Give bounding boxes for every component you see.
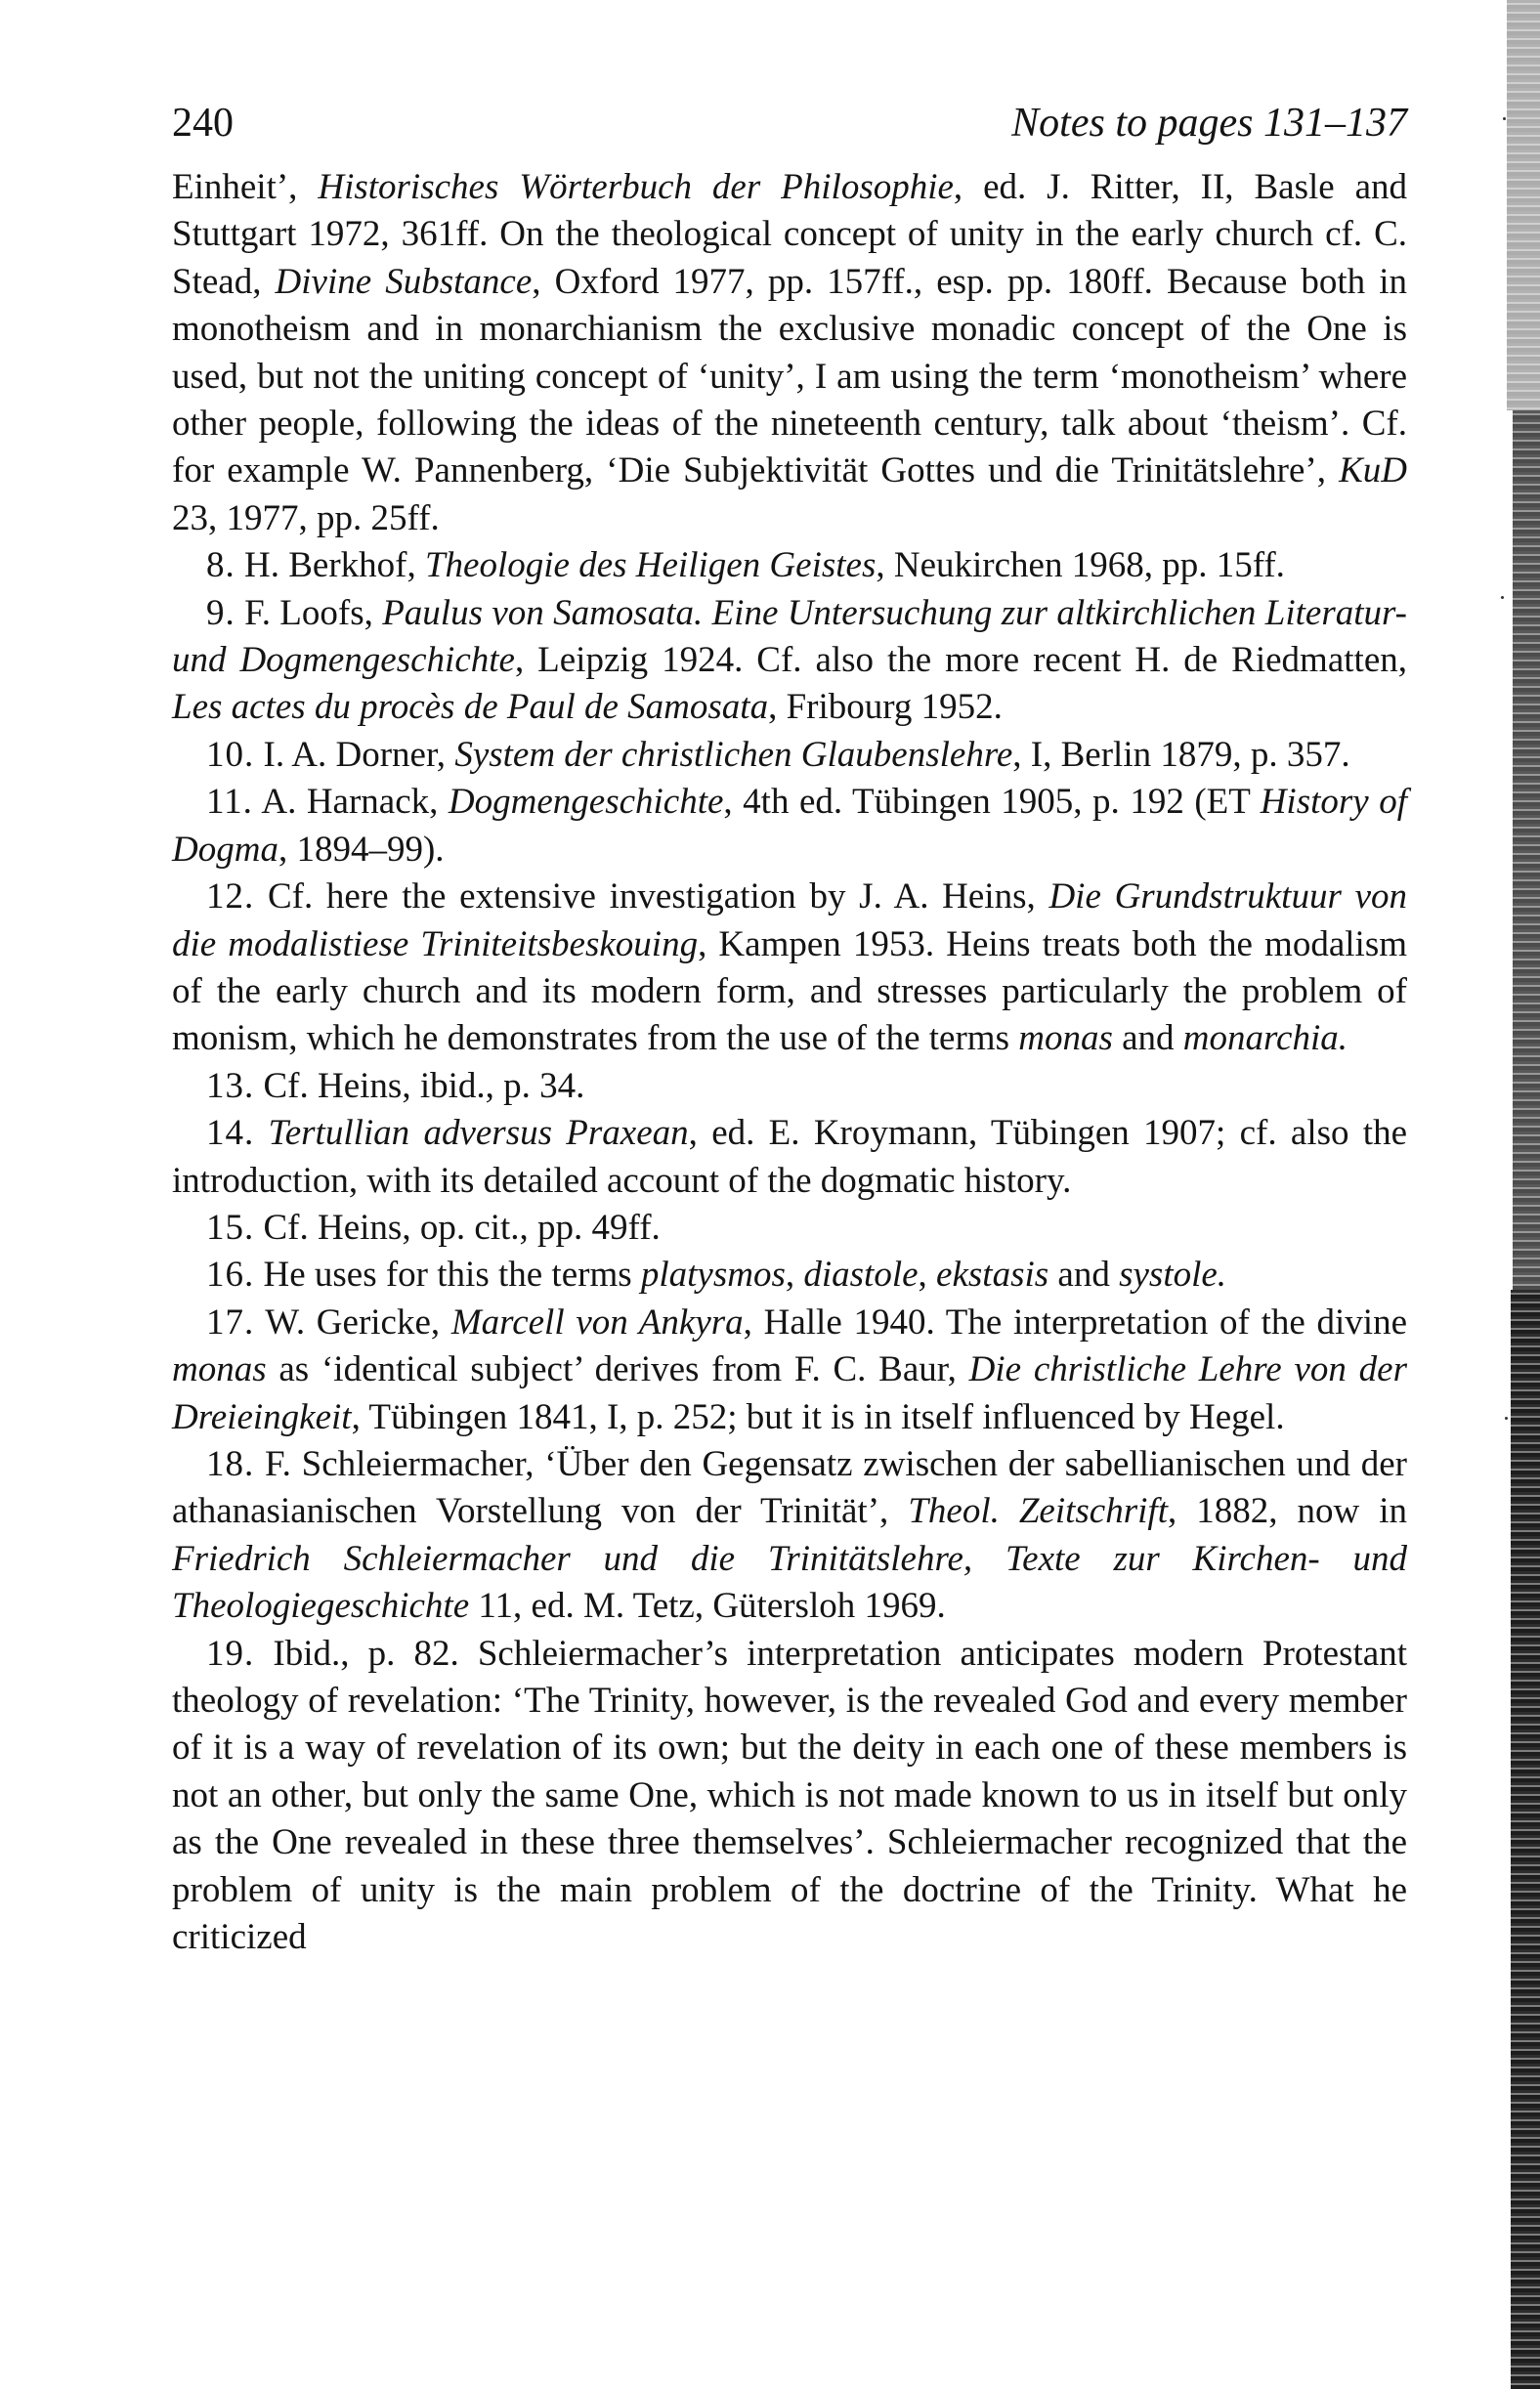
endnotes-text [172,164,1407,1961]
note-7-continued: Einheit’, Historisches Wörterbuch der Philosophie, ed. J. Ritter, II, Basle and Stuttgart 1972, 361ff. On the theological concept of unity in the early church cf. C. Stead, Divine Substance, Oxford 1977, pp. 157ff., esp. pp. 180ff. Because both in monotheism and in monarchianism the exclusive monadic concept of the One is used, but not the uniting concept of ‘unity’, I am using the term ‘monotheism’ where other people, following the ideas of the nineteenth century, talk about ‘theism’. Cf. for example W. Pannenberg, ‘Die Subjektivität Gottes und die Trinitätslehre’, KuD 23, 1977, pp. 25ff. [172,167,1408,538]
note-number: 18. [206,1443,255,1484]
note-number: 13. [206,1065,255,1106]
scan-edge-shadow [1497,0,1540,2389]
note-number: 8. [206,545,235,586]
scan-speck [1505,1417,1508,1420]
scan-speck [1501,596,1504,599]
scan-edge-band [1507,0,1540,410]
note-8: 8. H. Berkhof, Theologie des Heiligen Geistes, Neukirchen 1968, pp. 15ff. [206,545,1285,586]
note-number: 9. [206,592,235,633]
scan-edge-band [1511,1290,1540,2389]
note-14: 14. Tertullian adversus Praxean, ed. E. Kroymann, Tübingen 1907; cf. also the introduction, with its detailed account of the dogmatic history. [172,1113,1407,1201]
scan-edge-band [1513,410,1540,1290]
note-number: 17. [206,1301,255,1343]
note-17: 17. W. Gericke, Marcell von Ankyra, Halle 1940. The interpretation of the divine monas as ‘identical subject’ derives from F. C. Baur, Die christliche Lehre von der Dreieingkeit, Tübingen 1841, I, p. 252; but it is in itself influenced by Hegel. [172,1301,1407,1437]
note-number: 11. [206,782,253,823]
running-header [172,94,1407,152]
page-number: 240 [172,101,234,146]
note-16: 16. He uses for this the terms platysmos, diastole, ekstasis and systole. [206,1255,1227,1296]
note-number: 15. [206,1207,255,1248]
note-number: 19. [206,1633,255,1674]
note-18: 18. F. Schleiermacher, ‘Über den Gegensatz zwischen der sabellianischen und der athanasianischen Vorstellung von der Trinität’, Theol. Zeitschrift, 1882, now in Friedrich Schleiermacher und die Trinitätslehre, Texte zur Kirchen- und Theologiegeschichte 11, ed. M. Tetz, Gütersloh 1969. [172,1443,1408,1627]
note-number: 10. [206,734,255,775]
scan-speck [1503,117,1506,120]
note-13: 13. Cf. Heins, ibid., p. 34. [206,1065,585,1106]
note-11: 11. A. Harnack, Dogmengeschichte, 4th ed. Tübingen 1905, p. 192 (ET History of Dogma, 1894–99). [172,782,1407,870]
note-number: 12. [206,876,255,917]
note-12: 12. Cf. here the extensive investigation by J. A. Heins, Die Grundstruktuur von die modalistiese Triniteitsbeskouing, Kampen 1953. Heins treats both the modalism of the early church and its modern form, and stresses particularly the problem of monism, which he demonstrates from the use of the terms monas and monarchia. [172,876,1407,1059]
note-10: 10. I. A. Dorner, System der christlichen Glaubenslehre, I, Berlin 1879, p. 357. [206,734,1350,775]
note-15: 15. Cf. Heins, op. cit., pp. 49ff. [206,1207,661,1248]
note-number: 16. [206,1255,255,1296]
running-title: Notes to pages 131–137 [1011,101,1407,146]
note-number: 14. [206,1113,255,1154]
note-9: 9. F. Loofs, Paulus von Samosata. Eine Untersuchung zur altkirchlichen Literatur- und Dogmengeschichte, Leipzig 1924. Cf. also the more recent H. de Riedmatten, Les actes du procès de Paul de Samosata, Fribourg 1952. [172,592,1407,728]
note-19: 19. Ibid., p. 82. Schleiermacher’s interpretation anticipates modern Protestant theology of revelation: ‘The Trinity, however, is the revealed God and every member of it is a way of revelation of its own; but the deity in each one of these members is not an other, but only the same One, which is not made known to us in itself but only as the One revealed in these three themselves’. Schleiermacher recognized that the problem of unity is the main problem of the doctrine of the Trinity. What he criticized [172,1633,1407,1958]
